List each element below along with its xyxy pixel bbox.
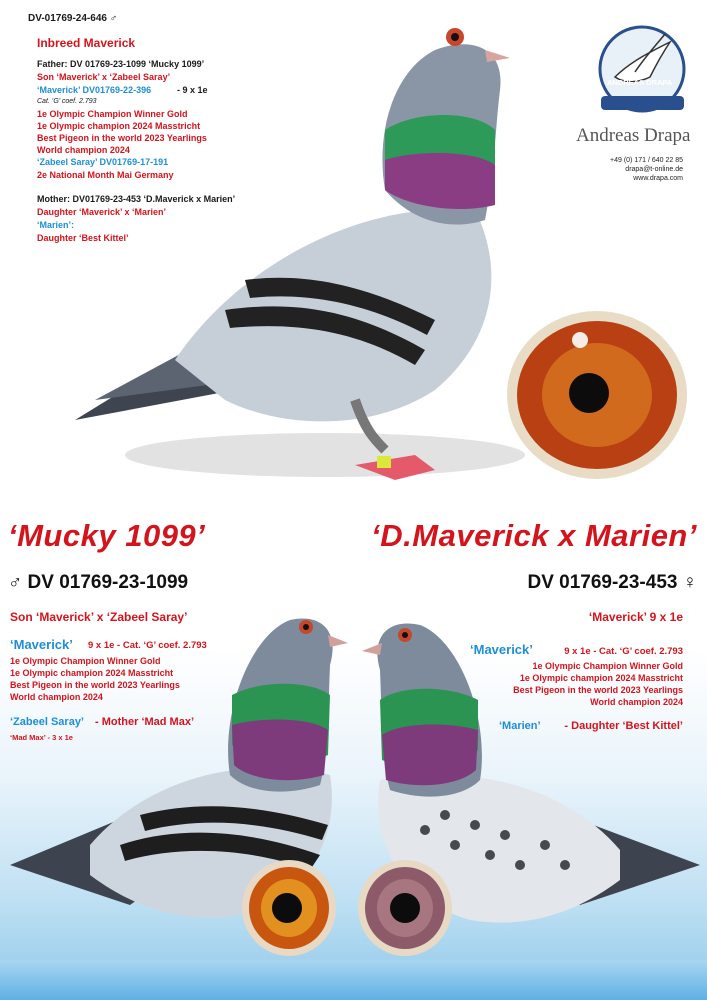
mother-marien-label: ‘Marien’ <box>499 720 541 732</box>
logo-web: www.drapa.com <box>633 175 683 182</box>
father-maverick-label: ‘Maverick’ <box>10 637 73 652</box>
top-father-son: Son ‘Maverick’ x ‘Zabeel Saray’ <box>37 72 171 82</box>
father-eye-image <box>240 858 338 958</box>
mother-maverick-label: ‘Maverick’ <box>470 642 533 657</box>
top-result-2: 1e Olympic champion 2024 Masstricht <box>37 121 201 131</box>
top-result-1: 1e Olympic Champion Winner Gold <box>37 109 188 119</box>
mother-result-4: World champion 2024 <box>590 697 683 707</box>
father-parents: Son ‘Maverick’ x ‘Zabeel Saray’ <box>10 610 188 624</box>
mother-eye-image <box>356 858 454 958</box>
father-ring: ♂ DV 01769-23-1099 <box>8 572 189 593</box>
top-zabeel-ring: ‘Zabeel Saray’ DV01769-17-191 <box>37 157 169 167</box>
dove-logo-icon <box>595 22 690 117</box>
top-marien: ‘Marien’: <box>37 220 75 230</box>
logo-email: drapa@t-online.de <box>625 166 683 173</box>
main-pigeon-image <box>55 10 525 500</box>
mother-result-2: 1e Olympic champion 2024 Masstricht <box>519 673 683 683</box>
mother-marien-detail: - Daughter ‘Best Kittel’ <box>564 720 683 732</box>
father-result-4: World champion 2024 <box>10 692 103 702</box>
father-madmax: ‘Mad Max’ - 3 x 1e <box>10 733 73 742</box>
father-result-1: 1e Olympic Champion Winner Gold <box>10 656 161 666</box>
floor-band <box>0 960 707 1000</box>
top-maverick-wins: - 9 x 1e <box>177 85 208 95</box>
mother-result-3: Best Pigeon in the world 2023 Yearlings <box>513 685 683 695</box>
top-mother-line: Mother: DV01769-23-453 ‘D.Maverick x Marien’ <box>37 194 236 204</box>
father-zabeel-label: ‘Zabeel Saray’ <box>10 716 84 728</box>
top-mother-daughter: Daughter ‘Maverick’ x ‘Marien’ <box>37 207 167 217</box>
top-cat-coef: Cat. ‘G’ coef. 2.793 <box>37 98 97 105</box>
top-pigeon-name: Inbreed Maverick <box>37 36 136 50</box>
logo-name: Andreas Drapa <box>576 125 691 146</box>
father-result-3: Best Pigeon in the world 2023 Yearlings <box>10 680 180 690</box>
mother-ring: DV 01769-23-453 ♀ <box>527 572 697 593</box>
father-zabeel-detail: - Mother ‘Mad Max’ <box>95 716 195 728</box>
father-result-2: 1e Olympic champion 2024 Masstricht <box>10 668 174 678</box>
logo-banner: ANDREAS DRAPA <box>607 78 673 87</box>
father-maverick-detail: 9 x 1e - Cat. ‘G’ coef. 2.793 <box>88 640 207 651</box>
mother-title: ‘D.Maverick x Marien’ <box>371 518 697 553</box>
top-ring-id: DV-01769-24-646 ♂ <box>28 13 118 24</box>
top-eye-image <box>505 310 695 485</box>
top-result-4: World champion 2024 <box>37 145 130 155</box>
logo-phone: +49 (0) 171 / 640 22 85 <box>610 157 683 164</box>
top-marien-daughter: Daughter ‘Best Kittel’ <box>37 233 129 243</box>
top-maverick-ring: ‘Maverick’ DV01769-22-396 <box>37 85 152 95</box>
father-title: ‘Mucky 1099’ <box>8 518 206 553</box>
mother-maverick-detail: 9 x 1e - Cat. ‘G’ coef. 2.793 <box>564 646 683 657</box>
mother-result-1: 1e Olympic Champion Winner Gold <box>532 661 683 671</box>
top-zabeel-result: 2e National Month Mai Germany <box>37 170 174 180</box>
top-result-3: Best Pigeon in the world 2023 Yearlings <box>37 133 207 143</box>
mother-wins: ‘Maverick’ 9 x 1e <box>588 610 683 624</box>
top-father-line: Father: DV 01769-23-1099 ‘Mucky 1099’ <box>37 59 205 69</box>
